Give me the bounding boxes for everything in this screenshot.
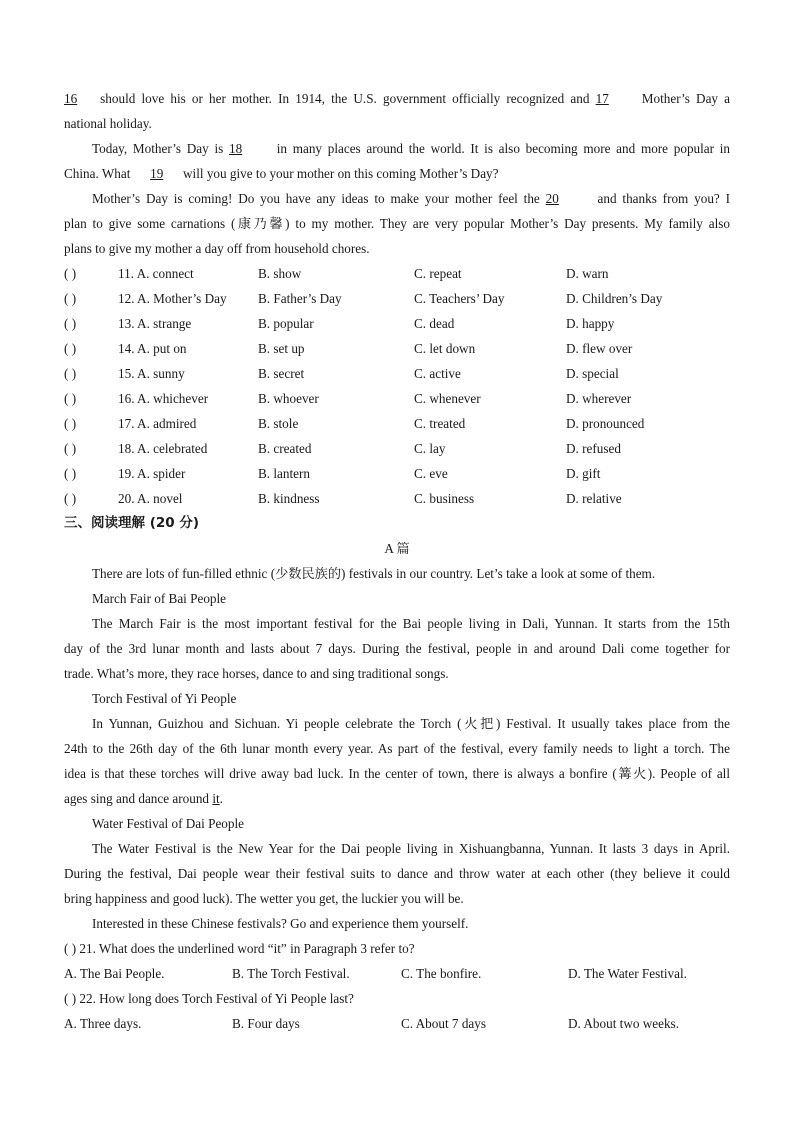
answer-options bbox=[64, 1011, 730, 1036]
blank-17: 17 bbox=[595, 91, 609, 106]
blank-16: 16 bbox=[64, 91, 78, 106]
option-a: A. Three days. bbox=[64, 1016, 142, 1031]
answer-paren: ( ) bbox=[64, 266, 77, 281]
option-b: B. set up bbox=[258, 341, 305, 356]
option-c: C. dead bbox=[414, 316, 455, 331]
option-b: B. lantern bbox=[258, 466, 311, 481]
question-row bbox=[64, 286, 730, 311]
cloze-line-7: plans to give my mother a day off from household chores. bbox=[64, 241, 370, 256]
option-b: B. show bbox=[258, 266, 302, 281]
question-row bbox=[64, 261, 730, 286]
cloze-text: Today, Mother’s Day is bbox=[92, 141, 224, 156]
question-row bbox=[64, 486, 730, 511]
option-d: D. gift bbox=[566, 466, 601, 481]
question-stem: ( ) 22. How long does Torch Festival of Yi People last? bbox=[64, 991, 354, 1006]
option-d: D. About two weeks. bbox=[568, 1016, 679, 1031]
cloze-line-3 bbox=[64, 136, 730, 161]
reading-text: . bbox=[219, 791, 223, 806]
reading-heading: Torch Festival of Yi People bbox=[92, 691, 237, 706]
option-b: B. popular bbox=[258, 316, 314, 331]
question-row bbox=[64, 436, 730, 461]
option-a: 11. A. connect bbox=[118, 266, 194, 281]
option-b: B. stole bbox=[258, 416, 299, 431]
cloze-line-4 bbox=[64, 161, 730, 186]
option-a: 18. A. celebrated bbox=[118, 441, 208, 456]
cloze-line-1 bbox=[64, 86, 730, 111]
cloze-line-2: national holiday. bbox=[64, 116, 152, 131]
option-b: B. created bbox=[258, 441, 312, 456]
option-a: 13. A. strange bbox=[118, 316, 192, 331]
question-stem: ( ) 21. What does the underlined word “it” in Paragraph 3 refer to? bbox=[64, 941, 415, 956]
option-c: C. eve bbox=[414, 466, 448, 481]
reading-line: idea is that these torches will drive away bad luck. In the center of town, there is always a bonfire (篝火). People of all bbox=[64, 766, 730, 781]
option-d: D. warn bbox=[566, 266, 609, 281]
cloze-text: Mother’s Day is coming! Do you have any ideas to make your mother feel the bbox=[92, 191, 540, 206]
option-a: 20. A. novel bbox=[118, 491, 183, 506]
cloze-questions bbox=[64, 261, 730, 511]
answer-paren: ( ) bbox=[64, 491, 77, 506]
option-d: D. relative bbox=[566, 491, 622, 506]
option-d: D. pronounced bbox=[566, 416, 645, 431]
blank-20: 20 bbox=[545, 191, 559, 206]
cloze-text: will you give to your mother on this coming Mother’s Day? bbox=[183, 166, 499, 181]
question-row bbox=[64, 386, 730, 411]
reading-line: In Yunnan, Guizhou and Sichuan. Yi people celebrate the Torch (火把) Festival. It usually takes place from the bbox=[92, 716, 730, 731]
cloze-line-5 bbox=[64, 186, 730, 211]
option-c: C. treated bbox=[414, 416, 466, 431]
option-b: B. secret bbox=[258, 366, 305, 381]
option-b: B. whoever bbox=[258, 391, 319, 406]
option-b: B. The Torch Festival. bbox=[232, 966, 350, 981]
option-c: C. The bonfire. bbox=[401, 966, 482, 981]
passage-title: A 篇 bbox=[384, 541, 410, 556]
reading-line: The Water Festival is the New Year for the Dai people living in Xishuangbanna, Yunnan. It lasts 3 days in April. bbox=[92, 841, 730, 856]
reading-outro: Interested in these Chinese festivals? Go and experience them yourself. bbox=[92, 916, 469, 931]
option-d: D. wherever bbox=[566, 391, 632, 406]
option-a: 12. A. Mother’s Day bbox=[118, 291, 227, 306]
option-c: C. active bbox=[414, 366, 461, 381]
answer-paren: ( ) bbox=[64, 391, 77, 406]
option-d: D. The Water Festival. bbox=[568, 966, 687, 981]
blank-18: 18 bbox=[229, 141, 243, 156]
section-title: 三、阅读理解 (20 分) bbox=[64, 515, 200, 531]
reading-line: bring happiness and good luck). The wetter you get, the luckier you will be. bbox=[64, 891, 464, 906]
reading-line: The March Fair is the most important festival for the Bai people living in Dali, Yunnan. It starts from the 15th bbox=[92, 616, 730, 631]
option-b: B. kindness bbox=[258, 491, 320, 506]
cloze-text: China. What bbox=[64, 166, 131, 181]
question-row bbox=[64, 311, 730, 336]
option-c: C. repeat bbox=[414, 266, 462, 281]
reading-line: During the festival, Dai people wear their festival suits to dance and throw water at each other (they believe it could bbox=[64, 866, 730, 881]
reading-line: trade. What’s more, they race horses, dance to and sing traditional songs. bbox=[64, 666, 449, 681]
option-c: C. business bbox=[414, 491, 475, 506]
answer-paren: ( ) bbox=[64, 441, 77, 456]
reading-line: day of the 3rd lunar month and lasts about 7 days. During the festival, people in and around Dali come together for bbox=[64, 641, 730, 656]
option-c: C. About 7 days bbox=[401, 1016, 486, 1031]
option-b: B. Father’s Day bbox=[258, 291, 342, 306]
question-row bbox=[64, 361, 730, 386]
option-c: C. lay bbox=[414, 441, 446, 456]
option-d: D. special bbox=[566, 366, 619, 381]
option-a: 15. A. sunny bbox=[118, 366, 185, 381]
reading-text: ages sing and dance around bbox=[64, 791, 213, 806]
option-c: C. let down bbox=[414, 341, 476, 356]
reading-line: 24th to the 26th day of the 6th lunar month every year. As part of the festival, every family needs to light a torch. The bbox=[64, 741, 730, 756]
option-c: C. whenever bbox=[414, 391, 481, 406]
answer-paren: ( ) bbox=[64, 341, 77, 356]
reading-intro: There are lots of fun-filled ethnic (少数民族的) festivals in our country. Let’s take a look at some of them. bbox=[92, 566, 656, 581]
reading-heading: March Fair of Bai People bbox=[92, 591, 227, 606]
question-row bbox=[64, 411, 730, 436]
option-a: 19. A. spider bbox=[118, 466, 186, 481]
answer-paren: ( ) bbox=[64, 316, 77, 331]
option-b: B. Four days bbox=[232, 1016, 300, 1031]
option-a: 16. A. whichever bbox=[118, 391, 209, 406]
cloze-text: and thanks from you? I bbox=[597, 191, 730, 206]
question-row bbox=[64, 336, 730, 361]
answer-paren: ( ) bbox=[64, 366, 77, 381]
cloze-text: Mother’s Day a bbox=[641, 91, 730, 106]
answer-paren: ( ) bbox=[64, 466, 77, 481]
reading-line bbox=[64, 786, 730, 811]
reading-heading: Water Festival of Dai People bbox=[92, 816, 245, 831]
option-a: 14. A. put on bbox=[118, 341, 187, 356]
answer-paren: ( ) bbox=[64, 416, 77, 431]
question-row bbox=[64, 461, 730, 486]
cloze-line-6: plan to give some carnations (康乃馨) to my mother. They are very popular Mother’s Day presents. My family also bbox=[64, 216, 730, 231]
option-a: 17. A. admired bbox=[118, 416, 197, 431]
option-a: A. The Bai People. bbox=[64, 966, 165, 981]
option-d: D. Children’s Day bbox=[566, 291, 663, 306]
blank-19: 19 bbox=[150, 166, 164, 181]
option-c: C. Teachers’ Day bbox=[414, 291, 505, 306]
cloze-text: in many places around the world. It is also becoming more and more popular in bbox=[276, 141, 730, 156]
option-d: D. flew over bbox=[566, 341, 633, 356]
option-d: D. happy bbox=[566, 316, 615, 331]
answer-paren: ( ) bbox=[64, 291, 77, 306]
answer-options bbox=[64, 961, 730, 986]
underlined-word-it: it bbox=[212, 791, 220, 806]
cloze-text: should love his or her mother. In 1914, the U.S. government officially recognized and bbox=[100, 91, 590, 106]
exam-page bbox=[64, 86, 730, 1036]
option-d: D. refused bbox=[566, 441, 621, 456]
